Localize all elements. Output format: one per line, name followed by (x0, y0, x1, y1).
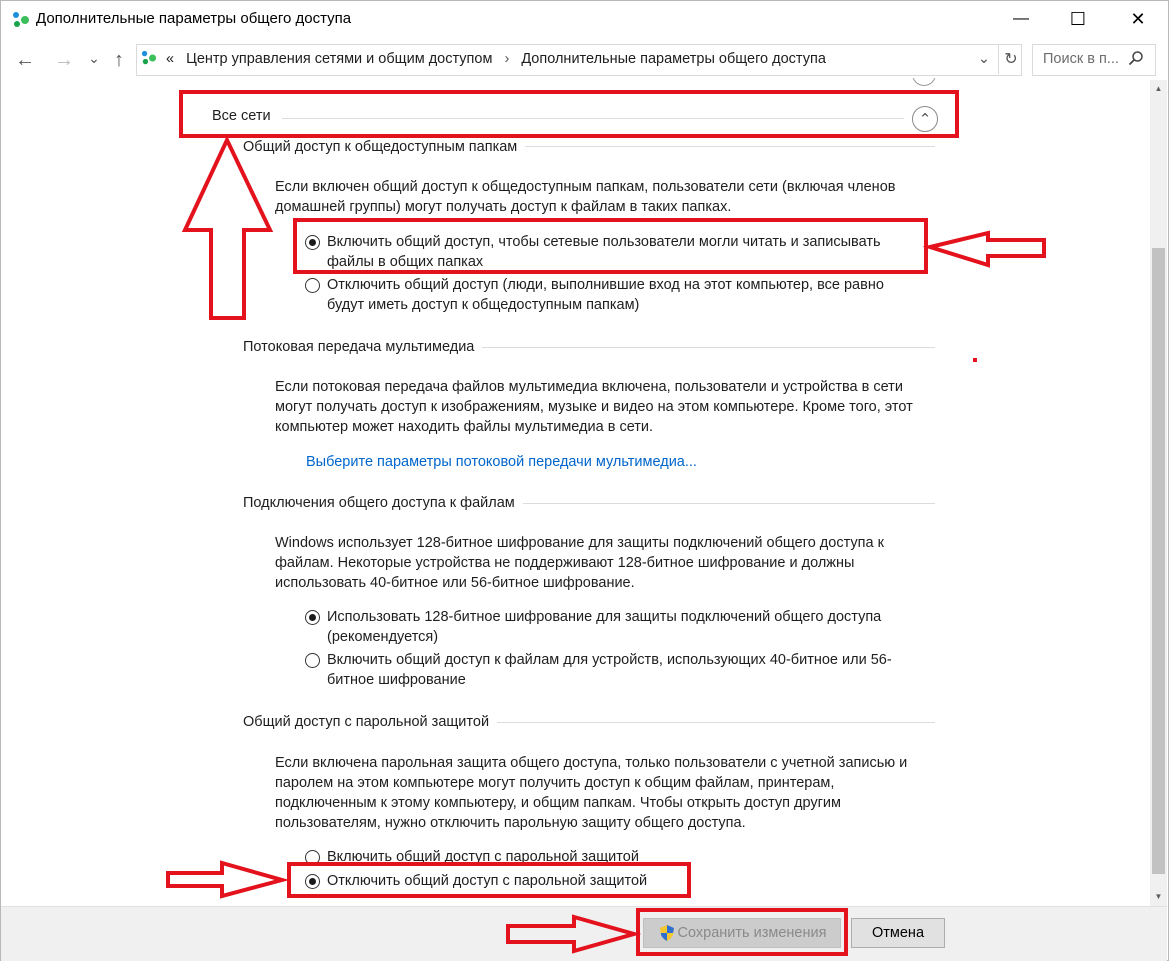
breadcrumb (166, 51, 826, 67)
radio-label[interactable]: Использовать 128-битное шифрование для защиты подключений общего доступа (рекомендуется) (327, 609, 882, 645)
public-folders-heading: Общий доступ к общедоступным папкам (243, 139, 525, 155)
save-changes-label[interactable]: Сохранить изменения (677, 925, 827, 941)
file-sharing-description: Windows использует 128-битное шифрование для защиты подключений общего доступа к файлам. Некоторые устройства не поддерживают 128-битное шифрование и должны использовать 40-битное или 56-битное шифрование. (275, 535, 884, 591)
radio-label[interactable]: Включить общий доступ, чтобы сетевые пользователи могли читать и записывать файлы в общих папках (327, 234, 881, 270)
media-streaming-link[interactable]: Выберите параметры потоковой передачи мультимедиа... (306, 454, 697, 470)
all-networks-header[interactable]: Все сети (212, 108, 279, 124)
file-sharing-heading: Подключения общего доступа к файлам (243, 495, 523, 511)
breadcrumb-overflow[interactable]: « (166, 51, 175, 67)
annotation-dot (973, 358, 977, 362)
radio-button[interactable] (305, 610, 320, 625)
minimize-button[interactable]: — (1013, 10, 1029, 27)
password-sharing-description: Если включена парольная защита общего доступа, только пользователи с учетной записью и паролем на этом компьютере могут получить доступ к общим файлам, принтерам, подключенным к этому компьютеру, и общим папкам. Чтобы открыть доступ другим пользователям, нужно отключить парольную защиту общего доступа. (275, 755, 908, 831)
scroll-down-icon[interactable]: ▼ (1154, 892, 1163, 901)
highlight-disable-password (287, 862, 691, 898)
highlight-enable-public-folders (293, 218, 928, 274)
highlight-all-networks (179, 90, 959, 138)
radio-label[interactable]: Включить общий доступ с парольной защитой (327, 849, 639, 865)
radio-label[interactable]: Отключить общий доступ с парольной защитой (327, 873, 648, 889)
scroll-up-icon[interactable]: ▲ (1154, 84, 1163, 93)
forward-button[interactable]: → (54, 48, 74, 71)
breadcrumb-item-advanced-sharing[interactable]: Дополнительные параметры общего доступа (521, 51, 826, 67)
breadcrumb-item-network-center[interactable]: Центр управления сетями и общим доступом (186, 51, 493, 67)
recent-locations-button[interactable]: ⌄ (88, 49, 100, 66)
public-folders-description: Если включен общий доступ к общедоступным папкам, пользователи сети (включая членов домашней группы) могут получать доступ к файлам в таких папках. (275, 179, 896, 215)
radio-button[interactable] (305, 278, 320, 293)
refresh-button[interactable]: ↻ (998, 44, 1023, 74)
footer-bar (1, 906, 1167, 961)
up-button[interactable]: ↑ (114, 48, 124, 71)
radio-label[interactable]: Отключить общий доступ (люди, выполнившие вход на этот компьютер, все равно будут иметь доступ к общедоступным папкам) (327, 277, 884, 313)
collapse-chevron-icon[interactable]: ⌃ (912, 106, 938, 132)
back-button[interactable]: ← (15, 48, 35, 71)
radio-button[interactable] (305, 653, 320, 668)
media-streaming-description: Если потоковая передача файлов мультимедиа включена, пользователи и устройства в сети могут получать доступ к изображениям, музыке и видео на этом компьютере. Кроме того, этот компьютер может находить файлы мультимедиа в сети. (275, 379, 913, 435)
highlight-save-button (636, 908, 848, 956)
search-icon[interactable] (1128, 50, 1144, 66)
encryption-128-option[interactable] (305, 607, 905, 647)
network-center-icon (12, 11, 30, 29)
search-placeholder: Поиск в п... (1043, 51, 1119, 67)
password-sharing-heading: Общий доступ с парольной защитой (243, 714, 497, 730)
network-center-icon (141, 50, 157, 66)
window-title: Дополнительные параметры общего доступа (36, 10, 352, 27)
cancel-button[interactable]: Отмена (851, 918, 945, 948)
public-folders-disable-option[interactable] (305, 275, 905, 315)
encryption-40-56-option[interactable] (305, 650, 905, 690)
scroll-thumb[interactable] (1152, 248, 1165, 874)
close-button[interactable]: ✕ (1130, 8, 1146, 29)
maximize-button[interactable]: ☐ (1069, 8, 1087, 29)
media-streaming-heading: Потоковая передача мультимедиа (243, 339, 482, 355)
breadcrumb-separator[interactable]: › (504, 51, 510, 67)
address-dropdown-button[interactable]: ⌄ (977, 51, 991, 67)
radio-label[interactable]: Включить общий доступ к файлам для устройств, использующих 40-битное или 56-битное шифрование (327, 652, 892, 688)
